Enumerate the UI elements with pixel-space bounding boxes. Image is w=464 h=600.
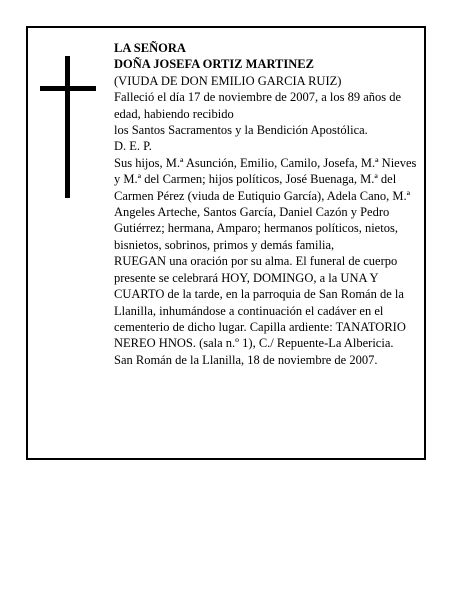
heading-title: LA SEÑORA bbox=[114, 41, 186, 55]
death-statement: Falleció el día 17 de noviembre de 2007, a los 89 años de edad, habiendo recibido bbox=[114, 90, 402, 121]
obituary-notice bbox=[26, 26, 426, 460]
place-date: San Román de la Llanilla, 18 de noviembre de 2007. bbox=[114, 352, 378, 367]
sacraments-line: los Santos Sacramentos y la Bendición Apostólica. bbox=[114, 123, 368, 138]
widow-line: (VIUDA DE DON EMILIO GARCIA RUIZ) bbox=[114, 73, 342, 88]
cross-horizontal-bar bbox=[40, 86, 96, 91]
ruegan-word: RUEGAN bbox=[114, 254, 167, 269]
deceased-name: DOÑA JOSEFA ORTIZ MARTINEZ bbox=[114, 57, 314, 72]
cross-vertical-bar bbox=[65, 56, 70, 198]
family-paragraph: Sus hijos, M.ª Asunción, Emilio, Camilo, Josefa, M.ª Nieves y M.ª del Carmen; hijos políticos, José Buenaga, M.ª del Carmen Pérez (viuda de Eutiquio García), Adela Cano, M.ª Angeles Arteche, Santos García, Daniel Cazón y Pedro Gutiérrez; hermana, Amparo; hermanos políticos, nietos, bisnietos, sobrinos, primos y demás familia, bbox=[114, 155, 417, 252]
notice-text bbox=[114, 40, 420, 368]
funeral-details: una oración por su alma. El funeral de cuerpo presente se celebrará HOY, DOMINGO, a la UNA Y CUARTO de la tarde, en la parroquia de San Román de la Llanilla, inhumándose a continuación el cadáver en el cementerio de dicho lugar. Capilla ardiente: TANATORIO NEREO HNOS. (sala n.º 1), C./ Repuente-La Albericia. bbox=[114, 254, 406, 351]
cross-icon bbox=[40, 56, 96, 198]
funeral-paragraph bbox=[114, 253, 420, 351]
rip-line: D. E. P. bbox=[114, 139, 152, 154]
